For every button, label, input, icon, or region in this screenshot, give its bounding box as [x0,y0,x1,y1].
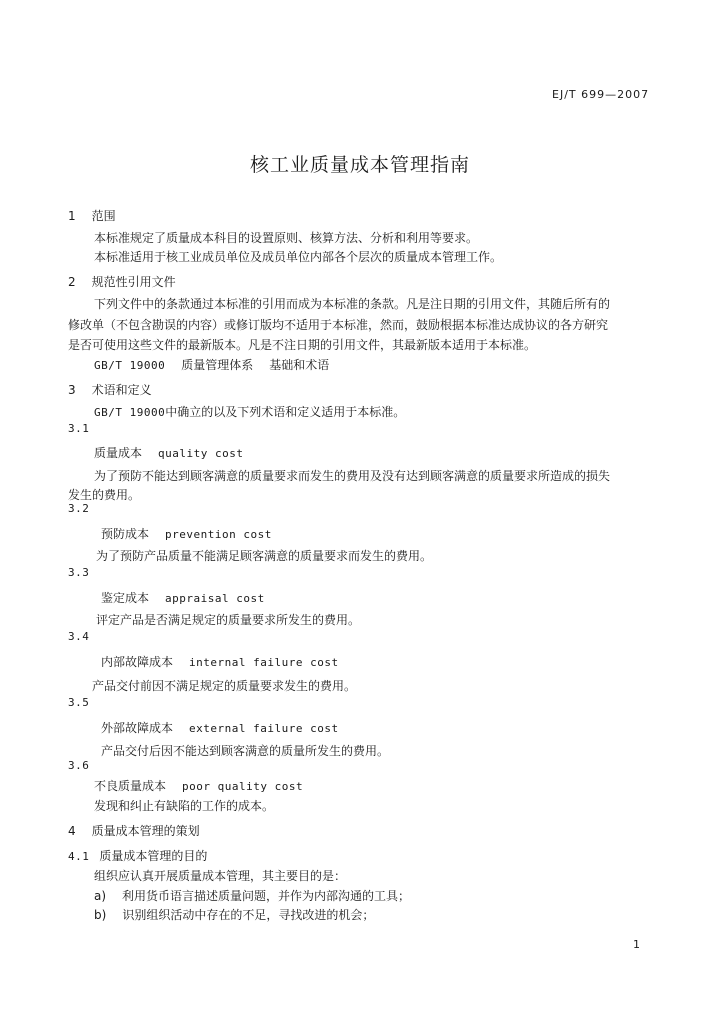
section-number: 1 [68,209,76,223]
list-label: b) [94,908,107,922]
list-label: a) [94,889,107,903]
term-number: 3.1 [68,422,90,435]
normative-reference [94,356,329,373]
term-heading [101,589,265,606]
term-number: 3.3 [68,566,90,579]
section-3-heading [68,381,152,398]
definition-line: 发现和纠止有缺陷的工作的成本。 [94,799,275,813]
paragraph-text: 中确立的以及下列术语和定义适用于本标准。 [165,405,406,419]
term-en: appraisal cost [165,592,265,605]
term-en: prevention cost [165,528,272,541]
definition-line: 产品交付前因不满足规定的质量要求发生的费用。 [92,679,357,693]
section-2-heading [68,273,176,290]
term-heading [94,444,244,461]
paragraph-line: 是否可使用这些文件的最新版本。凡是不注日期的引用文件，其最新版本适用于本标准。 [68,338,537,352]
term-cn: 内部故障成本 [101,655,174,669]
term-number: 3.4 [68,630,90,643]
section-number: 2 [68,275,76,289]
term-cn: 外部故障成本 [101,721,174,735]
definition-line: 产品交付后因不能达到顾客满意的质量所发生的费用。 [101,744,390,758]
reference-subtitle: 基础和术语 [269,358,330,372]
section-number: 4 [68,824,76,838]
paragraph-line: 下列文件中的条款通过本标准的引用而成为本标准的条款。凡是注日期的引用文件，其随后所有的 [94,297,611,311]
list-text: 利用货币语言描述质量问题，并作为内部沟通的工具； [122,889,411,903]
paragraph: 组织应认真开展质量成本管理，其主要目的是： [94,869,347,883]
term-number: 3.5 [68,696,90,709]
list-item [94,906,374,923]
section-title: 质量成本管理的策划 [91,824,200,838]
section-4-heading [68,822,200,839]
term-number: 3.6 [68,759,90,772]
page-number: 1 [633,938,640,951]
term-cn: 不良质量成本 [94,779,167,793]
section-title: 规范性引用文件 [91,275,176,289]
term-cn: 预防成本 [101,527,150,541]
paragraph: 本标准适用于核工业成员单位及成员单位内部各个层次的质量成本管理工作。 [94,250,503,264]
term-heading [101,653,339,670]
paragraph [94,403,405,420]
section-number: 3 [68,383,76,397]
paragraph-line: 修改单（不包含勘误的内容）或修订版均不适用于本标准，然而，鼓励根据本标准达成协议的各方研究 [68,318,609,332]
subsection-4-1-heading [68,847,207,864]
term-en: quality cost [158,447,244,460]
term-cn: 质量成本 [94,446,143,460]
definition-line: 评定产品是否满足规定的质量要求所发生的费用。 [96,613,361,627]
reference-title: 质量管理体系 [181,358,254,372]
term-heading [101,719,339,736]
term-heading [101,525,272,542]
paragraph: 本标准规定了质量成本科目的设置原则、核算方法、分析和利用等要求。 [94,231,479,245]
definition-line: 为了预防不能达到顾客满意的质量要求而发生的费用及没有达到顾客满意的质量要求所造成的损失 [94,469,611,483]
document-title: 核工业质量成本管理指南 [250,154,471,176]
term-en: external failure cost [189,722,339,735]
section-title: 术语和定义 [91,383,152,397]
section-title: 范围 [91,209,116,223]
definition-line: 发生的费用。 [68,488,141,502]
list-item [94,887,410,904]
reference-code: GB/T 19000 [94,359,166,372]
term-en: poor quality cost [182,780,304,793]
term-cn: 鉴定成本 [101,591,150,605]
term-number: 3.2 [68,502,90,515]
subsection-number: 4.1 [68,850,90,863]
document-code: EJ/T 699—2007 [552,88,650,101]
section-1-heading [68,207,116,224]
definition-line: 为了预防产品质量不能满足顾客满意的质量要求而发生的费用。 [96,549,433,563]
term-en: internal failure cost [189,656,339,669]
subsection-title: 质量成本管理的目的 [99,849,208,863]
list-text: 识别组织活动中存在的不足，寻找改进的机会； [122,908,375,922]
reference-code: GB/T 19000 [94,406,166,419]
term-heading [94,777,303,794]
